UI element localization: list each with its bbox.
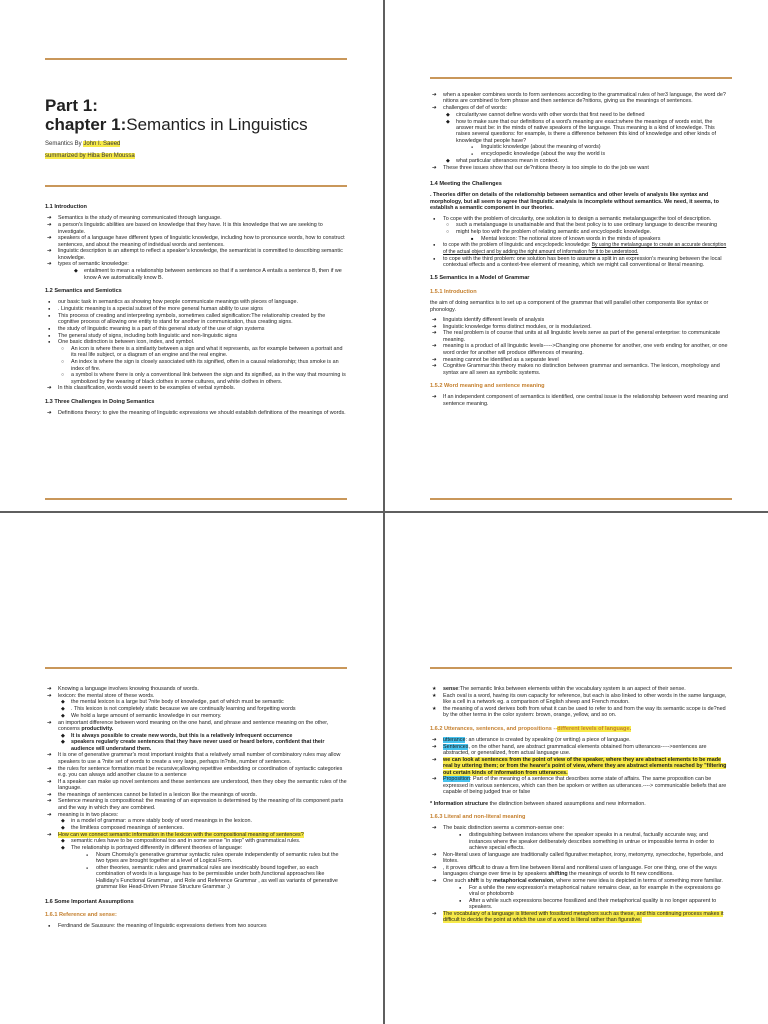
page-2 [385,0,768,511]
list-item: ➔ a person's linguistic abilities are based on knowledge that they have. It is this knowledge that we are seeking to investigate. [45,222,347,235]
list-item: ◆ how to make sure that our definitions of a word's meaning are exact:where the meanings of words exist, the answer must be: in the minds of native speakers of the language. Thus meaning is a kind of knowledge. This raises several questions: for example, is there a difference between this kind of knowledge and other kinds of knowledge that people have? [443,119,730,145]
list-item: ➔ speakers of a language have different types of linguistic knowledge, including how to pronounce words, how to construct sentences, and about the meaning of individual words and sentences. [45,235,347,248]
list-item: ◆ what particular utterances mean in context. [443,158,730,164]
list-item: ○ might help too with the problem of relating semantic and encyclopedic knowledge. [443,229,730,235]
item-text: : Part of the meaning of a sentence that describes some state of affairs. The same proposition can be expressed in various sentences, which can then be spoken or written as utterances.----> communicable beliefs that are capable of being judged true or false [443,776,727,796]
item-text: is by [478,877,494,884]
list-item [430,878,730,884]
list-item: ➔ Sentence meaning is compositional: the meaning of an expression is determined by the meaning of its component parts and the way in which they are combined. [45,798,347,811]
list-item: ➔ It is one of generative grammar's most important insights that a relatively small number of combinatory rules may allow speakers to use a ?nite set of words to create a very large, perhaps in?nite, number of sentences. [45,752,347,765]
list-item: ● other theories, semantic rules and grammatical rules are inextricably bound together, so each combination of words in a language has to be permissible under both,functional approaches like Halliday's Functional Grammar , and Role and Reference Grammar , as well as variants of generative grammar like Head-Driven Phrase Structure Grammar .) [83,865,347,891]
list-item: ➔ These three issues show that our de?nitions theory is too simple to do the job we want [430,165,730,171]
subsection-heading: 1.5.1 Introduction [430,288,477,295]
bold-text: shifting [548,871,568,878]
list-item: ➔ meaning is a product of all linguistic levels----->Changing one phoneme for another, one verb ending for another, or one word order for another will produce differences of meaning. [430,343,730,356]
list-item [430,865,730,878]
chapter-name: Semantics in Linguistics [126,115,308,134]
byline [45,140,308,149]
subsection-heading: 1.6.3 Literal and non-literal meaning [430,813,526,820]
list-item: ◆ the limitless composed meanings of sentences. [58,825,347,831]
list-item: ● our basic task in semantics as showing how people communicate meanings with pieces of language. [45,299,347,305]
bottom-rule [45,498,347,500]
list-item: ➔ linguistic description is an attempt to reflect a speaker's knowledge, the semanticist is committed to describing semantic knowledge. [45,248,347,261]
page-4 [385,513,768,1024]
list-item: ➔ meaning cannot be identified as a separate level [430,357,730,363]
item-text: :The semantic links between elements within the vocabulary system is an aspect of their sense. [458,686,686,692]
heading-text: 1.6.2 Utterances, sentences, and propositions -- [430,725,558,732]
bold-term: * Information structure [430,800,489,807]
bullet-list [45,923,347,929]
list-item: ● Noam Chomsky's generative grammar syntactic rules operate independently of semantic rules but the two types are brought together at a level of Logical Form. [83,852,347,865]
list-item: ◆ The relationship is portrayed differently in different theories of language: [58,845,347,851]
list-item [430,744,730,757]
byline-author: John I. Saeed [83,141,121,147]
list-item: ● After a while such expressions become fossilized and their metaphorical quality is no longer apparent to speakers. [456,898,730,911]
list-item [430,737,730,743]
list-item: ➔ Knowing a language involves knowing thousands of words. [45,686,347,692]
list-item: ● For a while the new expression's metaphorical nature remains clear, as for example in the expressions go viral or photobomb [456,885,730,898]
subsection-heading [430,726,730,732]
section-heading: 1.6 Some Important Assumptions [45,898,134,905]
list-item: ○ a symbol is where there is only a conventional link between the sign and its signified, as in the way that mourning is symbolized by the wearing of black clothes in some cultures, and white clothes in others. [58,372,347,385]
item-text: the meanings of words to fit new conditions. [567,871,674,878]
list-item [430,776,730,795]
list-item: ○ such a metalanguage is unattainable and that the best policy is to use ordinary language to describe meaning [443,222,730,228]
highlighted-term: utterance [443,737,466,744]
item-text: One such [443,877,468,884]
list-item: ➔ when a speaker combines words to form sentences according to the grammatical rules of her3 language, the word de?nitions are combined to form phrase and then sentence de?nitions, giving us the meanings of sentences. [430,92,730,105]
section-heading: 1.2 Semantics and Semiotics [45,287,122,294]
list-item: ➔ In this classification, words would seem to be examples of verbal symbols. [45,385,347,391]
list-item: ★ Each oval is a word, having its own capacity for reference, but each is also linked to other words in the same language, like a cell in a network eg. a comparison of English sheep and French mouton. [430,693,730,706]
page-3 [0,513,383,1024]
bullet-list [430,825,730,923]
summarized-line [45,152,308,161]
list-item [430,911,730,924]
list-item: ◆ It is always possible to create new words, but this is a relatively infrequent occurrence [58,733,347,739]
section-heading: 1.1 Introduction [45,204,87,210]
list-item: ➔ Semantics is the study of meaning communicated through language. [45,215,347,221]
section-heading: 1.3 Three Challenges in Doing Semantics [45,398,155,405]
highlighted-text: The vocabulary of a language is littered with fossilized metaphors such as these, and this continuing process makes it difficult to decide the point at which the use of a word is literal rather than figurative. [443,910,724,924]
list-item [430,242,730,255]
bullet-list [430,394,730,407]
highlighted-text: different levels of language. [557,725,632,732]
section-heading: 1.4 Meeting the Challenges [430,180,502,187]
subsection-heading: 1.5.2 Word meaning and sentence meaning [430,383,545,390]
bullet-list [45,686,347,891]
list-item: ➔ linguistic knowledge forms distinct modules, or is modularized. [430,324,730,330]
list-item [430,757,730,776]
list-item: ➔ the rules for sentence formation must be recursive;allowing repetitive embedding or coordination of syntactic categories e.g. you can always add another clause to a sentence [45,766,347,779]
paragraph [430,801,730,807]
highlighted-text: we can look at sentences from the point of view of the speaker, where they are abstract elements to be made real by uttering them; or from the hearer's point of view, where they are abstract elements reached by "filtering out certain kinds of information from utterances. [443,756,727,776]
item-text: , on the other hand, are abstract grammatical elements obtained from utterances----->sentences are abstracted, or generalized, from actual language use. [443,743,707,757]
list-item: ➔ lexicon: the mental store of these words. [45,693,347,699]
list-item [45,720,347,733]
list-item: ● This process of creating and interpreting symbols, sometimes called signification:The relationship created by the cognitive process of allowing one entity to stand for another in communication, thus creating signs. [45,313,347,326]
list-item: ■ Mental lexicon: The notional store of known words in the minds of speakers [468,236,730,242]
list-item: ◆ entailment to mean a relationship between sentences so that if a sentence A entails a sentence B, then if we know A we automatically know B. [71,268,347,281]
list-item: ➔ linguists identify different levels of analysis [430,317,730,323]
list-item: ● linguistic knowledge (about the meaning of words) [468,144,730,150]
byline-prefix: Semantics By [45,141,84,147]
list-item: ● The general study of signs, including both linguistic and non-linguistic signs [45,333,347,339]
list-item: ● . Linguistic meaning is a special subset of the more general human ability to use signs [45,306,347,312]
list-item: ➔ meaning is in two places: [45,812,347,818]
bullet-list [430,92,730,171]
section-heading: 1.5 Semantics in a Model of Grammar [430,275,530,282]
highlighted-term: Proposition [443,776,470,783]
part-heading [45,96,308,161]
list-item: ● encyclopedic knowledge (about the way the world is [468,151,730,157]
summarized-by: summarized by Hiba Ben Moussa [45,153,135,159]
item-text: : an utterance is created by speaking (or writing) a piece of language. [465,737,631,744]
highlighted-term: Sentences [443,743,469,750]
bullet-list [430,317,730,376]
bottom-rule [430,498,732,500]
list-item: ◆ the mental lexicon is a large but ?nite body of knowledge, part of which must be semantic [58,699,347,705]
chapter-label: chapter 1: [45,115,127,134]
list-item: ◆ circularity:we cannot define words with other words that first need to be defined [443,112,730,118]
paragraph: the aim of doing semantics is to set up a component of the grammar that will parallel other components like syntax or phonology. [430,300,709,313]
list-item: ○ An index is where the sign is closely associated with its signified, often in a causal relationship; thus smoke is an index of fire. [58,359,347,372]
bold-term: sense [443,686,459,692]
paragraph-text: the distinction between shared assumptions and new information. [488,800,646,807]
paragraph: . Theories differ on details of the relationship between semantics and other levels of analysis like syntax and morphology, but all seem to agree that linguistic analysis is incomplete without semantics. We need, it seems, to establish a semantic component in our theories. [430,192,719,212]
list-item: ★ the meaning of a word derives both from what it can be used to refer to and from the way its semantic scope is de?ned by the other terms in the color system: brown, orange, yellow, and so on. [430,706,730,719]
list-item: ◆ in a model of grammar: a more stably body of word meanings in the lexicon. [58,818,347,824]
list-item: ➔ The basic distinction seems a common-sense one: [430,825,730,831]
part-title: Part 1: [45,96,98,115]
bullet-list [430,686,730,719]
list-item: ➔ Non-literal uses of language are traditionally called figurative:metaphor, irony, metonymy, synecdoche, hyperbole, and litotes. [430,852,730,865]
bullet-list [45,215,347,281]
list-item: ➔ If a speaker can make up novel sentences and these sentences are understood, then they obey the semantic rules of the language. [45,779,347,792]
list-item [45,832,347,838]
list-item: ○ An icon is where there is a similarity between a sign and what it represents, as for example between a portrait and its real life subject, or a diagram of an engine and the real engine. [58,346,347,359]
bullet-list [45,299,347,391]
bold-text: shift [467,877,479,884]
bullet-list [430,216,730,269]
list-item: ➔ The real problem is of course that units at all linguistic levels serve as part of the general enterprise: to communicate meaning. [430,330,730,343]
subsection-heading: 1.6.1 Reference and sense: [45,911,117,918]
page-1 [0,0,383,511]
list-item: ➔ challenges of def of words: [430,105,730,111]
list-item: ➔ Definitions theory: to give the meaning of linguistic expressions we should establish definitions of the meanings of words. [45,410,347,416]
list-item: ● One basic distinction is between icon, index, and symbol. [45,339,347,345]
list-item: ◆ speakers regularly create sentences that they have never used or heard before, confident that their audience will understand them. [58,739,347,752]
bold-text: productivity. [81,725,114,732]
list-item: ◆ semantic rules have to be compositional too and in some sense "in step" with grammatical rules. [58,838,347,844]
list-item: ➔ types of semantic knowledge: [45,261,347,267]
item-text: , it proves difficult to draw a firm line between literal and nonliteral uses of language. For one thing, one of the ways languages change over time is by speakers [443,864,717,878]
item-text: an important difference between word meaning on the one hand, and phrase and sentence meaning on the other, concerns [58,719,329,732]
list-item: ➔ Cognitive Grammar:this theory makes no distinction between grammar and semantics. The lexicon, morphology and syntax are all seen as symbolic systems. [430,363,730,376]
list-item: ● distinguishing between instances where the speaker speaks in a neutral, factually accurate way, and instances where the speaker deliberately describes something in untrue or impossible terms in order to achieve special effects. [456,832,730,851]
mid-rule [45,185,347,187]
list-item: ● Ferdinand de Saussure: the meaning of linguistic expressions derives from two sources [45,923,347,929]
list-item: ◆ We hold a large amount of semantic knowledge in our memory. [58,713,347,719]
list-item: ➔ If an independent component of semantics is identified, one central issue is the relationship between word meaning and sentence meaning. [430,394,730,407]
bold-text: metaphorical extension [493,877,554,884]
item-text: , where some new idea is depicted in terms of something more familiar. [553,877,723,884]
list-item: ● the study of linguistic meaning is a part of this general study of the use of sign systems [45,326,347,332]
list-item: ● to cope with the third problem: one solution has been to assume a split in an expression's meaning between the local contextual effects and a context-free element of meaning, which we might call conventional or literal meaning. [430,256,730,269]
list-item: ➔ the meanings of sentences cannot be listed in a lexicon like the meanings of words. [45,792,347,798]
item-text: to cope with the problem of linguistic and encyclopedic knowledge: [443,242,591,249]
bullet-list [430,737,730,796]
highlighted-text: How can we connect semantic information in the lexicon with the compositional meaning of sentences? [58,831,304,838]
list-item [430,686,730,692]
chapter-title [45,115,308,135]
list-item: ◆ . This lexicon is not completely static because we are continually learning and forgetting words [58,706,347,712]
bullet-list [45,410,347,416]
list-item: ● To cope with the problem of circularity, one solution is to design a semantic metalanguage:the tool of description. [430,216,730,222]
underlined-text: By using the metalanguage to create an accurate description of the actual object and by adding the right amount of information for it to be understood. [443,242,727,255]
